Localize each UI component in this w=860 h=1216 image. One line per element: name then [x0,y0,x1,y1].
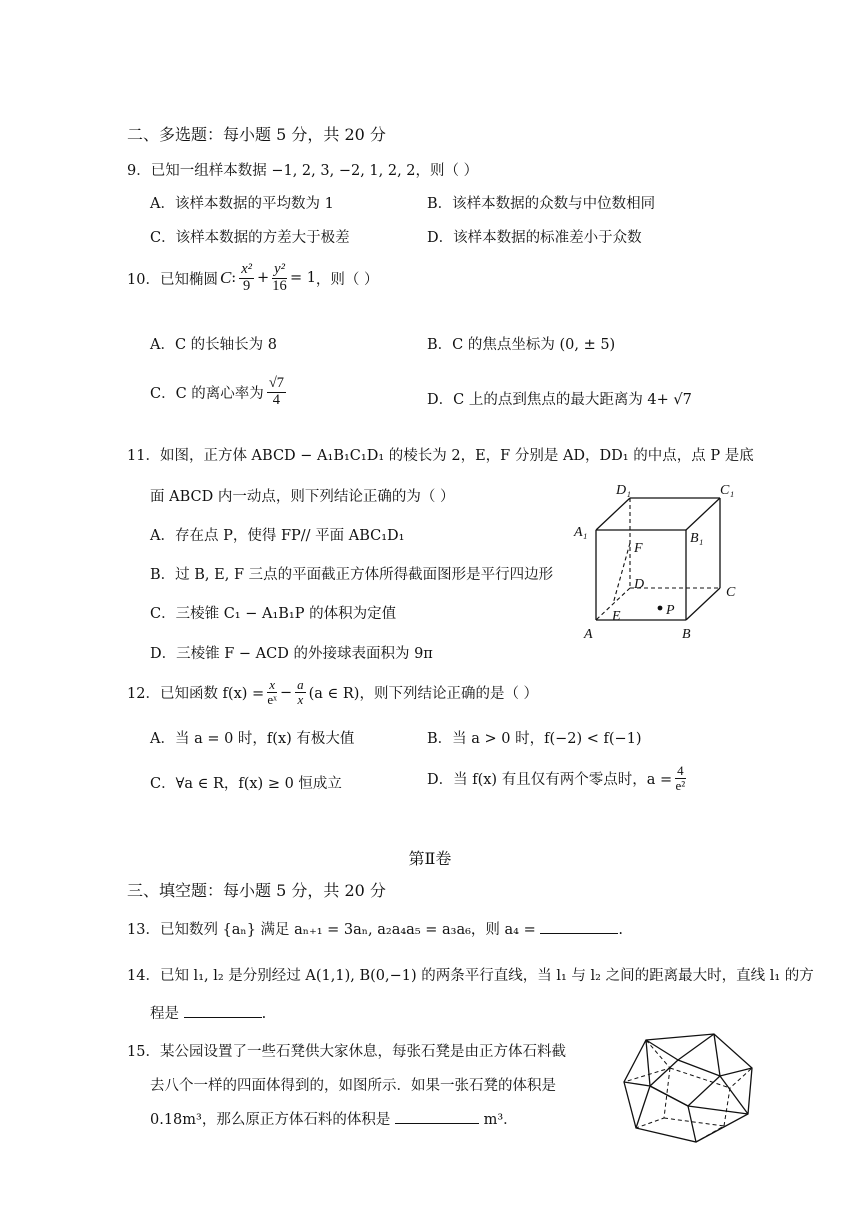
q9-option-b: B．该样本数据的众数与中位数相同 [427,196,656,212]
q12-stem [127,678,538,708]
q14-end: . [261,1006,267,1022]
label-d1: D₁ [616,483,631,498]
label-b1: B₁ [690,531,704,546]
q13-end: . [618,922,623,938]
q12-frac1-num: x [269,677,275,692]
q11-option-c: C．三棱锥 C₁ − A₁B₁P 的体积为定值 [150,606,397,622]
q9-stem: 9．已知一组样本数据 −1, 2, 3, −2, 1, 2, 2，则（ ） [127,163,479,179]
q10-option-a: A．C 的长轴长为 8 [150,337,278,353]
q9-option-c: C．该样本数据的方差大于极差 [150,230,350,246]
q10-x-den: 9 [242,277,251,294]
q11-stem-line2: 面 ABCD 内一动点，则下列结论正确的为（ ） [150,489,455,505]
q10-stem-prefix: 10．已知椭圆 [127,271,218,288]
q10-ellipse-name: C [219,268,232,288]
q12-option-d-prefix: D．当 f(x) 有且仅有两个零点时，a = [427,772,673,789]
q13-text: 13．已知数列 {aₙ} 满足 aₙ₊₁ = 3aₙ, a₂a₄a₅ = a₃a₆，则 a₄ = [127,922,536,938]
q10-equals: = 1 [289,270,316,287]
q15-line3-suffix: m³． [483,1112,518,1128]
q10-plus: + [256,270,270,287]
q15-line3 [150,1108,518,1129]
label-c: C [726,585,736,600]
q10-option-d: D．C 上的点到焦点的最大距离为 4+ √7 [427,392,692,408]
label-b: B [682,627,691,642]
q13-answer-blank[interactable] [540,933,618,934]
q14-line2-text: 程是 [150,1006,179,1022]
label-e: E [612,609,621,624]
q15-line1: 15．某公园设置了一些石凳供大家休息，每张石凳是由正方体石料截 [127,1044,566,1060]
q11-option-a: A．存在点 P，使得 FP// 平面 ABC₁D₁ [150,528,405,544]
q12-stem-prefix: 12．已知函数 f(x) = [127,686,265,703]
q11-stem-line1: 11．如图，正方体 ABCD − A₁B₁C₁D₁ 的棱长为 2，E，F 分别是 AD，DD₁ 的中点，点 P 是底 [127,448,754,464]
q14-line2 [150,1002,266,1023]
q12-d-den: e² [675,778,686,794]
label-c1: C₁ [720,483,735,498]
section-title-fill-in: 三、填空题：每小题 5 分，共 20 分 [127,881,386,900]
q12-d-fraction [675,764,686,794]
q10-option-b: B．C 的焦点坐标为 (0, ± 5) [427,337,616,353]
q15-line3-prefix: 0.18m³，那么原正方体石料的体积是 [150,1112,391,1128]
label-p: P [666,603,675,618]
q10-y-den: 16 [272,277,287,294]
q12-option-b: B．当 a > 0 时，f(−2) < f(−1) [427,731,642,747]
point-p-dot [658,606,663,611]
q10-stem-suffix: ，则（ ） [315,271,379,288]
q11-option-b: B．过 B, E, F 三点的平面截正方体所得截面图形是平行四边形 [150,567,554,583]
q12-d-num: 4 [677,763,684,778]
label-a: A [584,627,593,642]
q12-option-d [427,764,689,794]
q15-line2: 去八个一样的四面体得到的，如图所示．如果一张石凳的体积是 [150,1078,556,1094]
q12-fraction-2 [295,678,306,708]
stone-stool-figure [620,1028,760,1148]
q12-option-c: C．∀a ∈ R，f(x) ≥ 0 恒成立 [150,776,342,792]
q10-y-fraction [272,262,287,295]
q12-minus: − [279,684,293,701]
q10-ecc-den: 4 [272,391,281,408]
q9-option-a: A．该样本数据的平均数为 1 [150,196,334,212]
label-f: F [634,541,643,556]
cube-figure [568,478,748,644]
label-a1: A₁ [574,525,588,540]
q10-option-c-prefix: C．C 的离心率为 [150,385,264,402]
q12-stem-suffix: (a ∈ R)，则下列结论正确的是（ ） [308,686,539,703]
q12-fraction-1 [267,678,277,708]
section-title-multiple-choice: 二、多选题：每小题 5 分，共 20 分 [127,125,386,144]
q12-frac2-num: a [297,677,304,692]
q10-eccentricity-fraction [267,376,286,409]
q10-y-num: y² [274,261,285,277]
q10-ecc-num: √7 [268,375,285,391]
q10-x-fraction [239,262,254,295]
q15-answer-blank[interactable] [395,1123,479,1124]
q12-option-a: A．当 a = 0 时，f(x) 有极大值 [150,731,355,747]
q12-frac2-den: x [297,692,304,708]
q12-frac1-den: eˣ [267,692,277,708]
q13-line [127,918,623,939]
q14-answer-blank[interactable] [184,1017,262,1018]
q10-stem: 10．已知椭圆 C : $\frac{\text{x²}}{9}$ + $\frac{\text{y²}}{16}$ = 1 ，则（ ） [127,261,379,294]
q10-x-num: x² [241,261,252,277]
part-two-title: 第Ⅱ卷 [408,849,452,868]
q10-option-c [150,376,289,409]
label-d: D [634,577,645,592]
q9-option-d: D．该样本数据的标准差小于众数 [427,230,642,246]
q11-option-d: D．三棱锥 F − ACD 的外接球表面积为 9π [150,646,433,662]
q14-line1: 14．已知 l₁, l₂ 是分别经过 A(1,1), B(0,−1) 的两条平行直线，当 l₁ 与 l₂ 之间的距离最大时，直线 l₁ 的方 [127,968,814,984]
